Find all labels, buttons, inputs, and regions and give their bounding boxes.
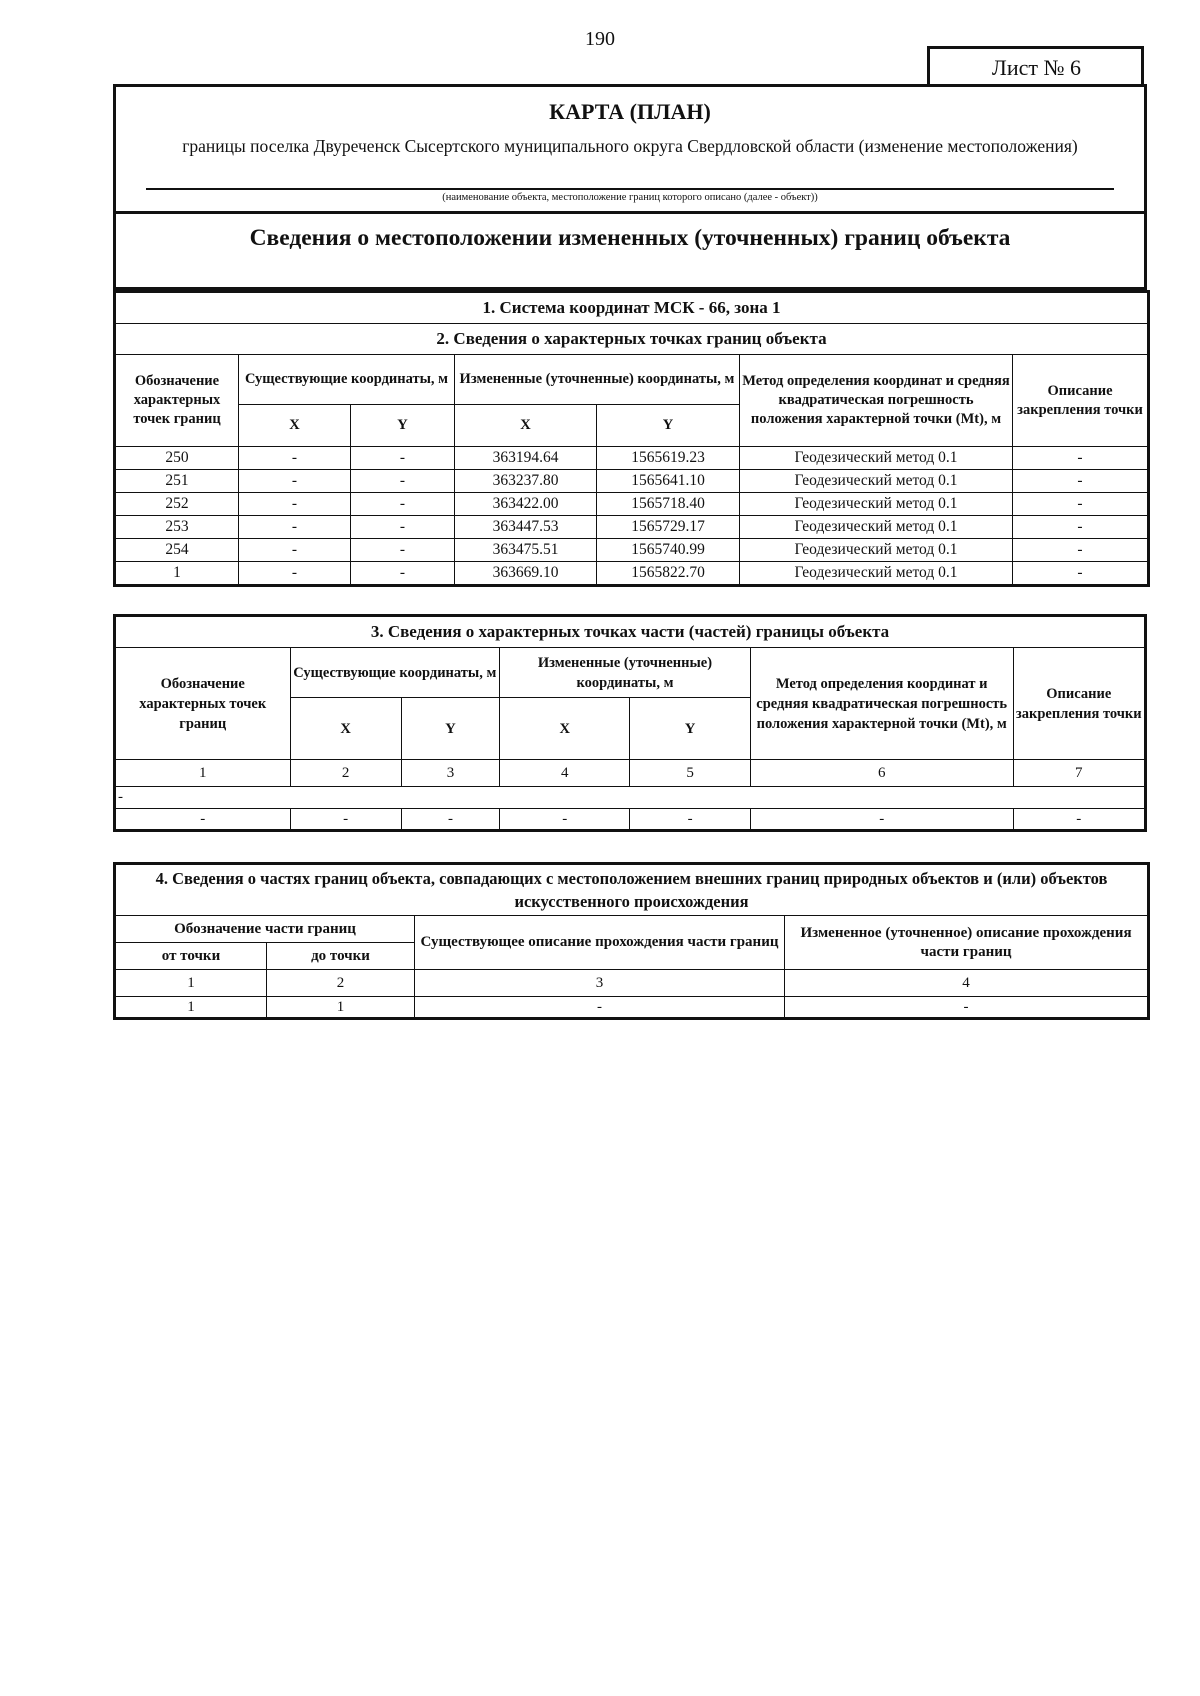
table-cell: - <box>401 809 499 831</box>
changed-y: 1565822.70 <box>597 562 740 586</box>
table-cell: - <box>630 809 750 831</box>
table-row <box>115 562 1149 586</box>
header-part-designation: Обозначение части границ <box>115 916 415 943</box>
column-number: 4 <box>500 760 630 787</box>
table-cell: 1 <box>115 997 267 1019</box>
header-changed-coords: Измененные (уточненные) координаты, м <box>500 648 751 698</box>
table-cell: - <box>1013 809 1145 831</box>
table-cell: - <box>750 809 1013 831</box>
sheet-number-box: Лист № 6 <box>927 46 1144 84</box>
section3-title: 3. Сведения о характерных точках части (частей) границы объекта <box>115 616 1146 648</box>
method: Геодезический метод 0.1 <box>740 493 1013 516</box>
point-id: 251 <box>115 470 239 493</box>
table-row <box>115 470 1149 493</box>
table-cell: - <box>290 809 401 831</box>
column-number: 1 <box>115 970 267 997</box>
changed-y: 1565718.40 <box>597 493 740 516</box>
caption-rule <box>146 188 1114 190</box>
header-point-designation: Обозначение характерных точек границ <box>115 355 239 447</box>
table-cell: - <box>785 997 1149 1019</box>
table-cell: - <box>415 997 785 1019</box>
section2-title: 2. Сведения о характерных точках границ объекта <box>115 324 1149 355</box>
header-existing-coords: Существующие координаты, м <box>290 648 500 698</box>
header-changed-coords: Измененные (уточненные) координаты, м <box>455 355 740 405</box>
point-id: 254 <box>115 539 239 562</box>
part-label: - <box>115 787 1146 809</box>
column-number: 7 <box>1013 760 1145 787</box>
column-number: 1 <box>115 760 291 787</box>
header-existing-description: Существующее описание прохождения части границ <box>415 916 785 970</box>
changed-x: 363194.64 <box>455 447 597 470</box>
changed-y: 1565619.23 <box>597 447 740 470</box>
method: Геодезический метод 0.1 <box>740 516 1013 539</box>
existing-y: - <box>351 447 455 470</box>
table-cell: - <box>115 809 291 831</box>
table-row <box>115 516 1149 539</box>
changed-y: 1565740.99 <box>597 539 740 562</box>
changed-x: 363422.00 <box>455 493 597 516</box>
header-fixing: Описание закрепления точки <box>1013 355 1149 447</box>
existing-x: - <box>239 539 351 562</box>
table-row <box>115 493 1149 516</box>
existing-y: - <box>351 493 455 516</box>
header-to-point: до точки <box>267 943 415 970</box>
existing-y: - <box>351 539 455 562</box>
changed-x: 363447.53 <box>455 516 597 539</box>
section4-title: 4. Сведения о частях границ объекта, совпадающих с местоположением внешних границ природных объектов и (или) объектов искусственного происхождения <box>115 864 1149 916</box>
header-changed-y: Y <box>597 405 740 447</box>
header-changed-x: X <box>455 405 597 447</box>
existing-y: - <box>351 562 455 586</box>
column-number: 4 <box>785 970 1149 997</box>
table-row <box>115 809 1146 831</box>
header-fixing: Описание закрепления точки <box>1013 648 1145 760</box>
method: Геодезический метод 0.1 <box>740 562 1013 586</box>
header-changed-x: X <box>500 698 630 760</box>
header-changed-description: Измененное (уточненное) описание прохождения части границ <box>785 916 1149 970</box>
fixing: - <box>1013 516 1149 539</box>
column-number: 2 <box>267 970 415 997</box>
object-name-caption: (наименование объекта, местоположение границ которого описано (далее - объект)) <box>442 192 818 203</box>
fixing: - <box>1013 470 1149 493</box>
column-number: 6 <box>750 760 1013 787</box>
fixing: - <box>1013 562 1149 586</box>
method: Геодезический метод 0.1 <box>740 470 1013 493</box>
existing-x: - <box>239 470 351 493</box>
header-existing-coords: Существующие координаты, м <box>239 355 455 405</box>
column-number: 3 <box>415 970 785 997</box>
point-id: 1 <box>115 562 239 586</box>
fixing: - <box>1013 539 1149 562</box>
coordinate-system-label: 1. Система координат МСК - 66, зона 1 <box>115 292 1149 324</box>
changed-x: 363237.80 <box>455 470 597 493</box>
header-point-designation: Обозначение характерных точек границ <box>115 648 291 760</box>
existing-y: - <box>351 470 455 493</box>
table-cell: 1 <box>267 997 415 1019</box>
column-number: 3 <box>401 760 499 787</box>
changed-y: 1565729.17 <box>597 516 740 539</box>
page-number: 190 <box>585 28 615 50</box>
document-title: КАРТА (ПЛАН) <box>549 99 711 124</box>
header-existing-x: X <box>290 698 401 760</box>
table-row <box>115 539 1149 562</box>
section-heading: Сведения о местоположении измененных (уточненных) границ объекта <box>249 225 1011 251</box>
column-number: 5 <box>630 760 750 787</box>
fixing: - <box>1013 493 1149 516</box>
changed-x: 363475.51 <box>455 539 597 562</box>
title-block <box>113 84 1147 214</box>
part-boundary-points-table <box>113 614 1147 832</box>
point-id: 253 <box>115 516 239 539</box>
header-existing-y: Y <box>401 698 499 760</box>
column-number: 2 <box>290 760 401 787</box>
section-heading-block <box>113 214 1147 290</box>
header-changed-y: Y <box>630 698 750 760</box>
method: Геодезический метод 0.1 <box>740 447 1013 470</box>
existing-x: - <box>239 562 351 586</box>
natural-objects-boundary-table <box>113 862 1150 1020</box>
header-method: Метод определения координат и средняя квадратическая погрешность положения характерной точки (Mt), м <box>740 355 1013 447</box>
method: Геодезический метод 0.1 <box>740 539 1013 562</box>
point-id: 252 <box>115 493 239 516</box>
header-existing-x: X <box>239 405 351 447</box>
table-row <box>115 447 1149 470</box>
header-from-point: от точки <box>115 943 267 970</box>
changed-y: 1565641.10 <box>597 470 740 493</box>
object-name: границы поселка Двуреченск Сысертского муниципального округа Свердловской области (изменение местоположения) <box>182 136 1078 156</box>
table-cell: - <box>500 809 630 831</box>
existing-y: - <box>351 516 455 539</box>
header-existing-y: Y <box>351 405 455 447</box>
existing-x: - <box>239 447 351 470</box>
header-method: Метод определения координат и средняя квадратическая погрешность положения характерной точки (Mt), м <box>750 648 1013 760</box>
fixing: - <box>1013 447 1149 470</box>
existing-x: - <box>239 493 351 516</box>
boundary-points-table <box>113 290 1150 587</box>
existing-x: - <box>239 516 351 539</box>
table-row <box>115 997 1149 1019</box>
point-id: 250 <box>115 447 239 470</box>
changed-x: 363669.10 <box>455 562 597 586</box>
